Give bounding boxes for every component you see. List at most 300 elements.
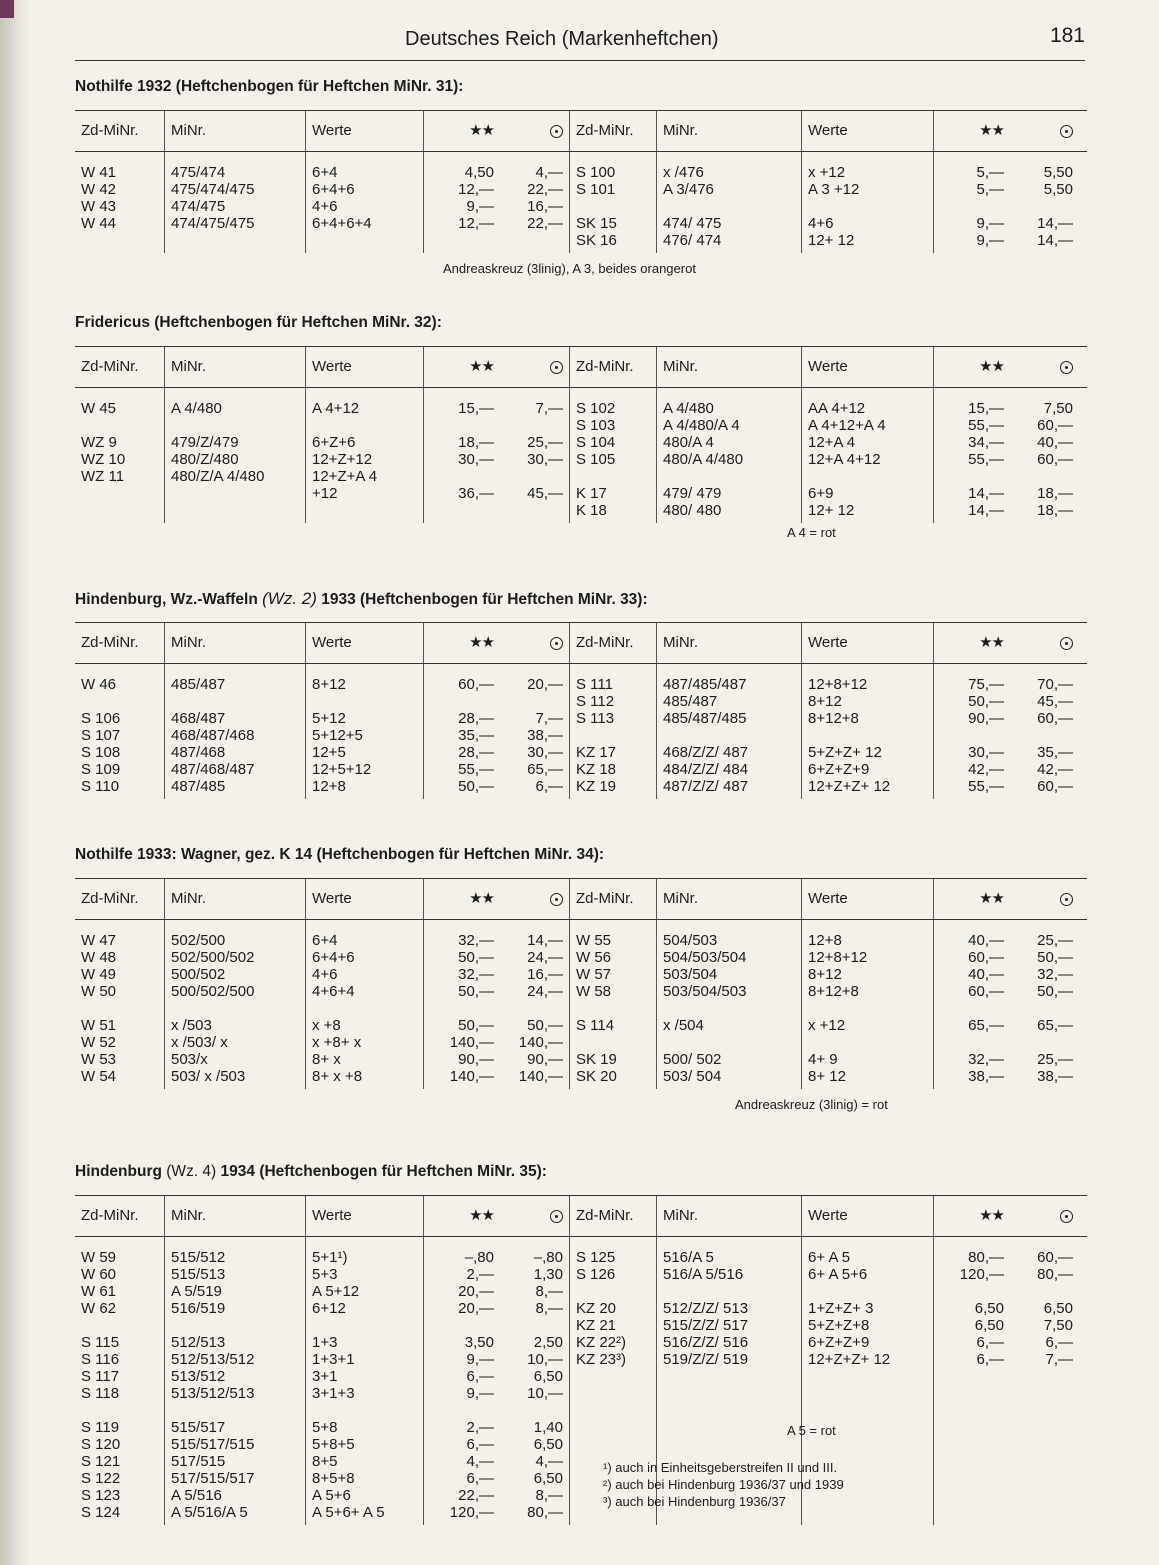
right-header-zd: Zd-MiNr.: [570, 1196, 657, 1236]
cell-zd: [81, 417, 158, 434]
cell-minr: 502/500/502: [171, 949, 255, 966]
cell-used: 50,—: [527, 1017, 563, 1034]
cell-used: 38,—: [1037, 1068, 1073, 1085]
cell-zd: W 61: [81, 1283, 117, 1300]
cell-mint: 50,—: [968, 693, 1004, 710]
cell-werte: [808, 1034, 927, 1051]
cell-mint: 15,—: [968, 400, 1004, 417]
cell-zd: S 126: [576, 1266, 616, 1283]
cell-used: 7,50: [1043, 1317, 1073, 1334]
right-col-used: [1010, 1237, 1079, 1525]
cell-used: 14,—: [527, 932, 563, 949]
cell-zd: [81, 1402, 158, 1419]
mint-stars-icon: ★★: [469, 890, 494, 907]
cell-mint: [430, 1000, 494, 1017]
right-col-minr: [657, 664, 802, 799]
cell-zd: W 58: [576, 983, 612, 1000]
cell-minr: 476/ 474: [663, 232, 722, 249]
table-body: [75, 388, 1087, 523]
cell-zd: S 117: [81, 1368, 120, 1385]
cell-minr: 515/517: [171, 1419, 226, 1436]
left-col-mint: [424, 388, 500, 523]
cell-used: 45,—: [1037, 693, 1073, 710]
left-header-mint: [424, 111, 500, 151]
cell-zd: S 106: [81, 710, 121, 727]
cell-zd: SK 16: [576, 232, 617, 249]
right-header: [570, 347, 1079, 387]
cell-zd: W 57: [576, 966, 612, 983]
cell-used: 18,—: [1037, 502, 1073, 519]
table-note: A 5 = rot: [787, 1423, 836, 1438]
cell-werte: 4+6+4: [312, 983, 355, 1000]
cell-minr: 500/502/500: [171, 983, 255, 1000]
table-body: [75, 152, 1087, 253]
left-col-minr: [165, 664, 306, 799]
left-col-werte: [306, 388, 424, 523]
cell-werte: 6+ A 5+6: [808, 1266, 868, 1283]
cell-werte: 12+8: [808, 932, 842, 949]
left-header-werte: Werte: [306, 879, 424, 919]
left-header-used: [500, 111, 569, 151]
cell-used: 80,—: [527, 1504, 563, 1521]
cell-werte: [808, 727, 927, 744]
cell-used: 45,—: [527, 485, 563, 502]
cell-zd: SK 20: [576, 1068, 617, 1085]
cell-mint: 50,—: [458, 778, 494, 795]
right-header-zd: Zd-MiNr.: [570, 623, 657, 663]
cell-mint: [430, 1317, 494, 1334]
cell-minr: A 4/480: [663, 400, 714, 417]
cell-used: 60,—: [1037, 1249, 1073, 1266]
cell-used: 24,—: [527, 949, 563, 966]
cell-zd: [576, 198, 650, 215]
left-header-minr: MiNr.: [165, 623, 306, 663]
cell-zd: S 120: [81, 1436, 121, 1453]
cell-zd: K 18: [576, 502, 607, 519]
cell-minr: 512/513/512: [171, 1351, 255, 1368]
right-header: [570, 879, 1079, 919]
cell-zd: KZ 22²): [576, 1334, 627, 1351]
cell-werte: A 4+12+A 4: [808, 417, 886, 434]
cell-minr: [663, 727, 795, 744]
cell-zd: S 114: [576, 1017, 615, 1034]
cell-minr: 487/468/487: [171, 761, 255, 778]
cell-used: 25,—: [527, 434, 563, 451]
cell-mint: 9,—: [466, 1351, 494, 1368]
cell-mint: 55,—: [968, 451, 1004, 468]
cell-minr: 480/Z/A 4/480: [171, 468, 265, 485]
mint-stars-icon: ★★: [469, 1207, 494, 1224]
cell-used: [506, 468, 563, 485]
cell-zd: W 62: [81, 1300, 117, 1317]
cell-used: [506, 1317, 563, 1334]
cell-zd: S 100: [576, 164, 616, 181]
cell-used: [506, 417, 563, 434]
cell-used: 25,—: [1037, 1051, 1073, 1068]
cell-used: 30,—: [527, 744, 563, 761]
cell-mint: 32,—: [968, 1051, 1004, 1068]
cell-mint: 60,—: [968, 983, 1004, 1000]
cell-mint: 32,—: [458, 932, 494, 949]
cell-werte: 6+ A 5: [808, 1249, 851, 1266]
title-part-italic: (Wz. 2): [262, 589, 317, 608]
mint-stars-icon: ★★: [979, 634, 1004, 651]
cell-werte: 6+4: [312, 164, 338, 181]
cell-used: 60,—: [1037, 451, 1073, 468]
cell-werte: 6+Z+6: [312, 434, 356, 451]
left-header-zd: Zd-MiNr.: [75, 1196, 165, 1236]
left-col-used: [500, 920, 569, 1089]
cell-used: 7,50: [1043, 400, 1073, 417]
cell-zd: S 118: [81, 1385, 120, 1402]
cell-werte: A 5+6: [312, 1487, 351, 1504]
cell-werte: 12+8+12: [808, 676, 868, 693]
right-col-minr: [657, 152, 802, 253]
cell-used: 70,—: [1037, 676, 1073, 693]
cell-used: [1016, 727, 1073, 744]
cell-zd: S 111: [576, 676, 613, 693]
left-header: [75, 1196, 570, 1236]
cell-used: 8,—: [535, 1283, 563, 1300]
cell-minr: [663, 468, 795, 485]
cell-werte: 6+9: [808, 485, 834, 502]
cell-zd: [576, 1034, 650, 1051]
table-note: Andreaskreuz (3linig) = rot: [735, 1097, 888, 1112]
postmark-circle-icon: [550, 893, 563, 906]
cell-zd: S 122: [81, 1470, 121, 1487]
cell-used: 22,—: [527, 215, 563, 232]
cell-zd: S 119: [81, 1419, 120, 1436]
right-header-mint: [934, 1196, 1010, 1236]
right-col-werte: [802, 664, 934, 799]
cell-minr: 513/512: [171, 1368, 226, 1385]
cell-minr: A 4/480/A 4: [663, 417, 740, 434]
left-header-zd: Zd-MiNr.: [75, 879, 165, 919]
stamp-table: [75, 622, 1087, 799]
cell-werte: 8+5: [312, 1453, 338, 1470]
cell-mint: 5,—: [976, 181, 1004, 198]
cell-used: 14,—: [1037, 232, 1073, 249]
left-header-used: [500, 879, 569, 919]
cell-minr: 479/Z/479: [171, 434, 239, 451]
left-header: [75, 623, 570, 663]
right-header-used: [1010, 623, 1079, 663]
cell-mint: 9,—: [466, 198, 494, 215]
footnotes: [603, 1459, 844, 1510]
right-header-minr: MiNr.: [657, 111, 802, 151]
cell-mint: 14,—: [968, 502, 1004, 519]
cell-mint: 90,—: [968, 710, 1004, 727]
cell-mint: 3,50: [464, 1334, 494, 1351]
cell-zd: KZ 18: [576, 761, 617, 778]
right-header-werte: Werte: [802, 111, 934, 151]
cell-werte: x +12: [808, 164, 846, 181]
left-header: [75, 347, 570, 387]
left-half: [75, 920, 570, 1089]
right-half: [570, 664, 1079, 799]
cell-used: 7,—: [535, 400, 563, 417]
cell-zd: S 104: [576, 434, 616, 451]
cell-mint: 15,—: [458, 400, 494, 417]
cell-minr: 503/504/503: [663, 983, 747, 1000]
cell-mint: 6,50: [974, 1317, 1004, 1334]
cell-werte: x +8: [312, 1017, 341, 1034]
left-col-mint: [424, 664, 500, 799]
cell-mint: 42,—: [968, 761, 1004, 778]
right-col-zd: [570, 920, 657, 1089]
cell-mint: 6,50: [974, 1300, 1004, 1317]
cell-used: 4,—: [535, 1453, 563, 1470]
cell-zd: W 55: [576, 932, 612, 949]
cell-werte: 8+12: [808, 966, 842, 983]
left-half: [75, 664, 570, 799]
cell-zd: S 115: [81, 1334, 120, 1351]
cell-werte: A 3 +12: [808, 181, 860, 198]
table-note: A 4 = rot: [787, 525, 836, 540]
right-header-minr: MiNr.: [657, 347, 802, 387]
cell-used: 1,30: [533, 1266, 563, 1283]
cell-mint: 32,—: [458, 966, 494, 983]
cell-mint: 28,—: [458, 710, 494, 727]
cell-minr: 480/A 4: [663, 434, 714, 451]
cell-zd: KZ 23³): [576, 1351, 627, 1368]
table-header-row: [75, 879, 1087, 920]
right-header-mint: [934, 111, 1010, 151]
cell-used: 65,—: [1037, 1017, 1073, 1034]
cell-zd: S 109: [81, 761, 121, 778]
left-col-used: [500, 1237, 569, 1525]
right-header-used: [1010, 879, 1079, 919]
cell-used: 10,—: [527, 1385, 563, 1402]
cell-minr: x /504: [663, 1017, 704, 1034]
cell-used: [1016, 468, 1073, 485]
title-part: Hindenburg, Wz.-Waffeln: [75, 591, 263, 608]
left-col-werte: [306, 664, 424, 799]
cell-mint: [430, 417, 494, 434]
cell-minr: 517/515/517: [171, 1470, 255, 1487]
cell-werte: 5+3: [312, 1266, 338, 1283]
left-half: [75, 388, 570, 523]
right-header-mint: [934, 347, 1010, 387]
cell-werte: 12+Z+Z+ 12: [808, 778, 891, 795]
cell-zd: W 41: [81, 164, 117, 181]
cell-werte: 8+ x: [312, 1051, 341, 1068]
section-title: Nothilfe 1932 (Heftchenbogen für Heftchen MiNr. 31):: [75, 78, 464, 95]
cell-minr: 468/487: [171, 710, 226, 727]
cell-mint: 6,—: [466, 1470, 494, 1487]
cell-used: [506, 1402, 563, 1419]
section-fridericus: [75, 308, 1087, 540]
cell-minr: [171, 417, 299, 434]
left-header: [75, 111, 570, 151]
cell-used: 18,—: [1037, 485, 1073, 502]
cell-mint: 120,—: [959, 1266, 1004, 1283]
cell-mint: 50,—: [458, 1017, 494, 1034]
cell-minr: 504/503: [663, 932, 718, 949]
left-header-zd: Zd-MiNr.: [75, 623, 165, 663]
cell-zd: WZ 11: [81, 468, 125, 485]
cell-zd: [81, 693, 158, 710]
cell-zd: W 51: [81, 1017, 117, 1034]
left-half: [75, 152, 570, 253]
cell-used: 140,—: [518, 1034, 563, 1051]
title-part: Hindenburg: [75, 1163, 162, 1180]
right-col-werte: [802, 920, 934, 1089]
cell-used: 16,—: [527, 966, 563, 983]
right-col-zd: [570, 388, 657, 523]
right-col-used: [1010, 920, 1079, 1089]
cell-mint: 90,—: [458, 1051, 494, 1068]
stamp-table: [75, 346, 1087, 523]
cell-minr: 487/468: [171, 744, 226, 761]
cell-mint: [940, 198, 1004, 215]
cell-minr: 475/474: [171, 164, 226, 181]
cell-zd: S 107: [81, 727, 121, 744]
cell-werte: 4+6: [312, 198, 338, 215]
cell-werte: 12+A 4: [808, 434, 856, 451]
left-header-mint: [424, 347, 500, 387]
cell-minr: A 4/480: [171, 400, 222, 417]
postmark-circle-icon: [550, 361, 563, 374]
cell-zd: W 43: [81, 198, 117, 215]
right-header-zd: Zd-MiNr.: [570, 879, 657, 919]
cell-zd: S 110: [81, 778, 120, 795]
cell-mint: 9,—: [976, 215, 1004, 232]
cell-werte: 5+Z+Z+8: [808, 1317, 870, 1334]
cell-minr: 487/485/487: [663, 676, 747, 693]
cell-zd: WZ 9: [81, 434, 117, 451]
cell-mint: 30,—: [458, 451, 494, 468]
cell-zd: WZ 10: [81, 451, 126, 468]
left-header-werte: Werte: [306, 623, 424, 663]
cell-mint: 38,—: [968, 1068, 1004, 1085]
cell-minr: 503/504: [663, 966, 718, 983]
left-col-minr: [165, 920, 306, 1089]
cell-mint: [940, 1283, 1004, 1300]
cell-minr: 474/475: [171, 198, 226, 215]
cell-used: 2,50: [533, 1334, 563, 1351]
right-header: [570, 623, 1079, 663]
cell-mint: 30,—: [968, 744, 1004, 761]
cell-zd: S 112: [576, 693, 615, 710]
cell-werte: 4+6: [312, 966, 338, 983]
cell-mint: 120,—: [449, 1504, 494, 1521]
left-header-werte: Werte: [306, 1196, 424, 1236]
cell-minr: 517/515: [171, 1453, 226, 1470]
cell-mint: 140,—: [449, 1034, 494, 1051]
cell-werte: 3+1: [312, 1368, 338, 1385]
right-header-werte: Werte: [802, 879, 934, 919]
cell-minr: A 5/519: [171, 1283, 222, 1300]
cell-werte: 12+Z+Z+ 12: [808, 1351, 891, 1368]
cell-used: [506, 1000, 563, 1017]
cell-werte: 6+4: [312, 932, 338, 949]
cell-werte: 1+3: [312, 1334, 338, 1351]
cell-minr: 474/ 475: [663, 215, 722, 232]
cell-mint: 6,—: [466, 1436, 494, 1453]
left-col-zd: [75, 1237, 165, 1525]
cell-minr: 503/ x /503: [171, 1068, 246, 1085]
cell-minr: 516/A 5: [663, 1249, 714, 1266]
right-half: [570, 388, 1079, 523]
right-header-used: [1010, 111, 1079, 151]
right-col-mint: [934, 664, 1010, 799]
cell-minr: [171, 1000, 299, 1017]
cell-minr: [663, 1000, 795, 1017]
postmark-circle-icon: [1060, 361, 1073, 374]
cell-werte: 6+Z+Z+9: [808, 1334, 870, 1351]
right-half: [570, 152, 1079, 253]
right-header-zd: Zd-MiNr.: [570, 347, 657, 387]
cell-zd: S 101: [576, 181, 616, 198]
cell-used: 60,—: [1037, 710, 1073, 727]
cell-minr: x /503: [171, 1017, 212, 1034]
cell-werte: +12: [312, 485, 338, 502]
cell-zd: KZ 19: [576, 778, 617, 795]
right-col-mint: [934, 920, 1010, 1089]
cell-werte: AA 4+12: [808, 400, 866, 417]
cell-zd: KZ 17: [576, 744, 617, 761]
postmark-circle-icon: [550, 125, 563, 138]
cell-used: 35,—: [1037, 744, 1073, 761]
cell-zd: S 113: [576, 710, 615, 727]
cell-used: 38,—: [527, 727, 563, 744]
left-header-minr: MiNr.: [165, 879, 306, 919]
cell-zd: W 50: [81, 983, 117, 1000]
cell-zd: S 125: [576, 1249, 616, 1266]
cell-werte: [312, 1402, 417, 1419]
cell-werte: 4+6: [808, 215, 834, 232]
cell-mint: 6,—: [976, 1351, 1004, 1368]
cell-werte: 8+12: [808, 693, 842, 710]
cell-zd: W 59: [81, 1249, 117, 1266]
cell-werte: [312, 1317, 417, 1334]
cell-minr: x /476: [663, 164, 704, 181]
left-col-zd: [75, 664, 165, 799]
cell-werte: A 4+12: [312, 400, 360, 417]
left-header-werte: Werte: [306, 111, 424, 151]
postmark-circle-icon: [1060, 125, 1073, 138]
cell-mint: 4,50: [464, 164, 494, 181]
cell-werte: 12+ 12: [808, 232, 855, 249]
cell-used: 6,—: [1045, 1334, 1073, 1351]
cell-werte: [312, 417, 417, 434]
stamp-table: [75, 1195, 1087, 1525]
cell-werte: 5+8+5: [312, 1436, 355, 1453]
cell-used: 8,—: [535, 1487, 563, 1504]
cell-minr: 487/Z/Z/ 487: [663, 778, 749, 795]
stamp-table: [75, 110, 1087, 253]
left-header-werte: Werte: [306, 347, 424, 387]
cell-used: 4,—: [535, 164, 563, 181]
cell-minr: [663, 1283, 795, 1300]
cell-zd: W 54: [81, 1068, 117, 1085]
cell-used: 60,—: [1037, 417, 1073, 434]
left-col-minr: [165, 388, 306, 523]
cell-used: 6,50: [1043, 1300, 1073, 1317]
cell-mint: 20,—: [458, 1283, 494, 1300]
footnote: ¹) auch in Einheitsgeberstreifen II und III.: [603, 1460, 838, 1475]
cell-mint: 65,—: [968, 1017, 1004, 1034]
cell-werte: 12+A 4+12: [808, 451, 881, 468]
table-header-row: [75, 623, 1087, 664]
cell-zd: W 42: [81, 181, 117, 198]
cell-werte: 5+8: [312, 1419, 338, 1436]
cell-werte: 8+5+8: [312, 1470, 355, 1487]
left-header-zd: Zd-MiNr.: [75, 111, 165, 151]
cell-mint: [430, 693, 494, 710]
cell-used: 32,—: [1037, 966, 1073, 983]
